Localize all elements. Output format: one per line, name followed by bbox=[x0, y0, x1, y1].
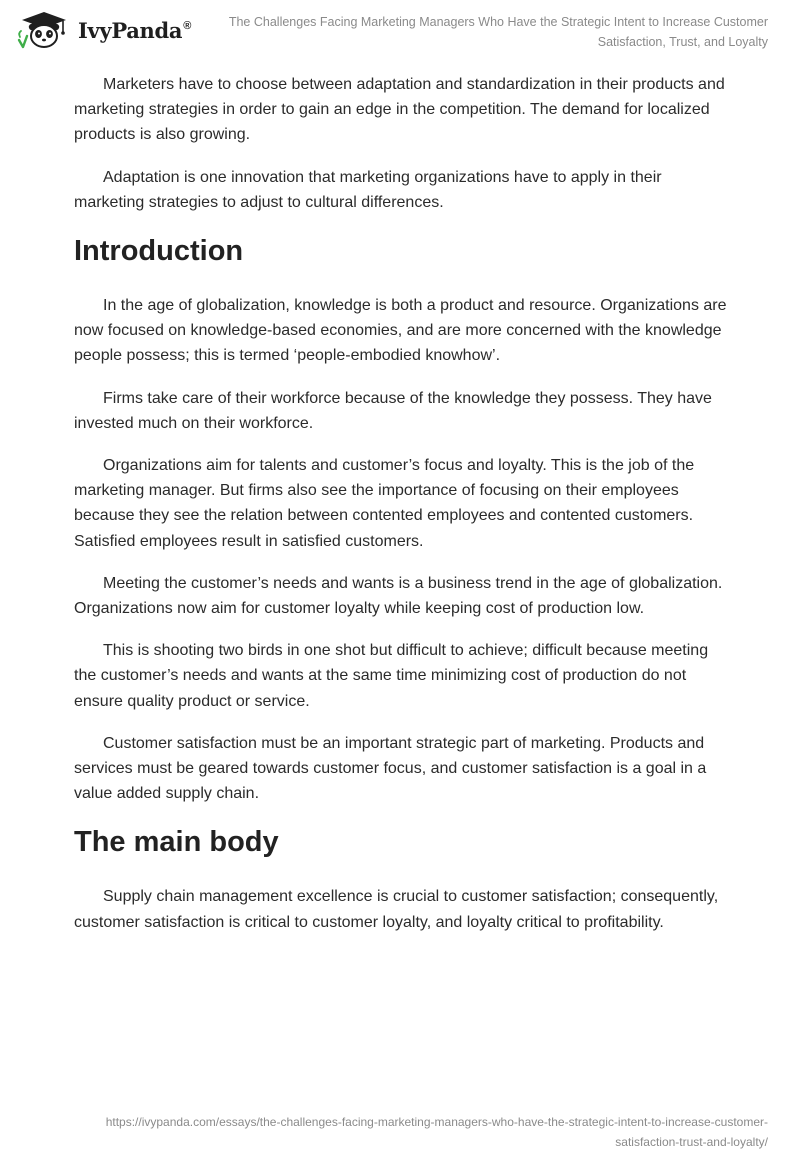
paragraph: Adaptation is one innovation that marketing organizations have to apply in their marketing strategies to adjust to cultural differences. bbox=[74, 168, 662, 211]
paragraph: This is shooting two birds in one shot but difficult to achieve; difficult because meeting the customer’s needs and wants at the same time minimizing cost of production do not ensure quality product or service. bbox=[74, 642, 709, 710]
paragraph: Organizations aim for talents and customer’s focus and loyalty. This is the job of the marketing manager. But firms also see the importance of focusing on their employees because they see the relation between contented employees and contented customers. Satisfied employees result in satisfied customers. bbox=[74, 457, 695, 550]
document-title-line: The Challenges Facing Marketing Managers Who Have the Strategic Intent to Increase Customer bbox=[228, 15, 768, 29]
source-url-line: satisfaction-trust-and-loyalty/ bbox=[615, 1135, 768, 1149]
paragraph: In the age of globalization, knowledge is both a product and resource. Organizations are now focused on knowledge-based economies, and are more concerned with the knowledge people possess; this is termed ‘people-embodied knowhow’. bbox=[74, 297, 727, 365]
page-header bbox=[0, 0, 800, 60]
registered-mark: ® bbox=[183, 19, 192, 32]
source-url[interactable] bbox=[48, 1112, 768, 1152]
ivypanda-logo[interactable] bbox=[16, 10, 191, 50]
paragraph: Marketers have to choose between adaptation and standardization in their products and marketing strategies in order to gain an edge in the competition. The demand for localized products is also growing. bbox=[74, 76, 725, 144]
paragraph: Meeting the customer’s needs and wants is a business trend in the age of globalization. Organizations now aim for customer loyalty while keeping cost of production low. bbox=[74, 574, 723, 618]
paragraph: Customer satisfaction must be an important strategic part of marketing. Products and services must be geared towards customer focus, and customer satisfaction is a goal in a value added supply chain. bbox=[74, 734, 707, 803]
panda-graduate-icon bbox=[16, 10, 72, 50]
section-heading-main-body: The main body bbox=[74, 826, 279, 859]
document-title-line: Satisfaction, Trust, and Loyalty bbox=[597, 35, 768, 49]
paragraph: Firms take care of their workforce because of the knowledge they possess. They have invested much on their workforce. bbox=[74, 389, 712, 432]
source-url-line: https://ivypanda.com/essays/the-challenges-facing-marketing-managers-who-have-the-strategic-intent-to-increase-customer- bbox=[105, 1115, 768, 1129]
document-title bbox=[208, 12, 768, 52]
section-heading-introduction: Introduction bbox=[74, 235, 244, 268]
brand-name: IvyPanda® bbox=[78, 17, 192, 43]
essay-content bbox=[74, 72, 734, 952]
paragraph: Supply chain management excellence is crucial to customer satisfaction; consequently, customer satisfaction is critical to customer loyalty, and loyalty critical to profitability. bbox=[74, 888, 719, 931]
